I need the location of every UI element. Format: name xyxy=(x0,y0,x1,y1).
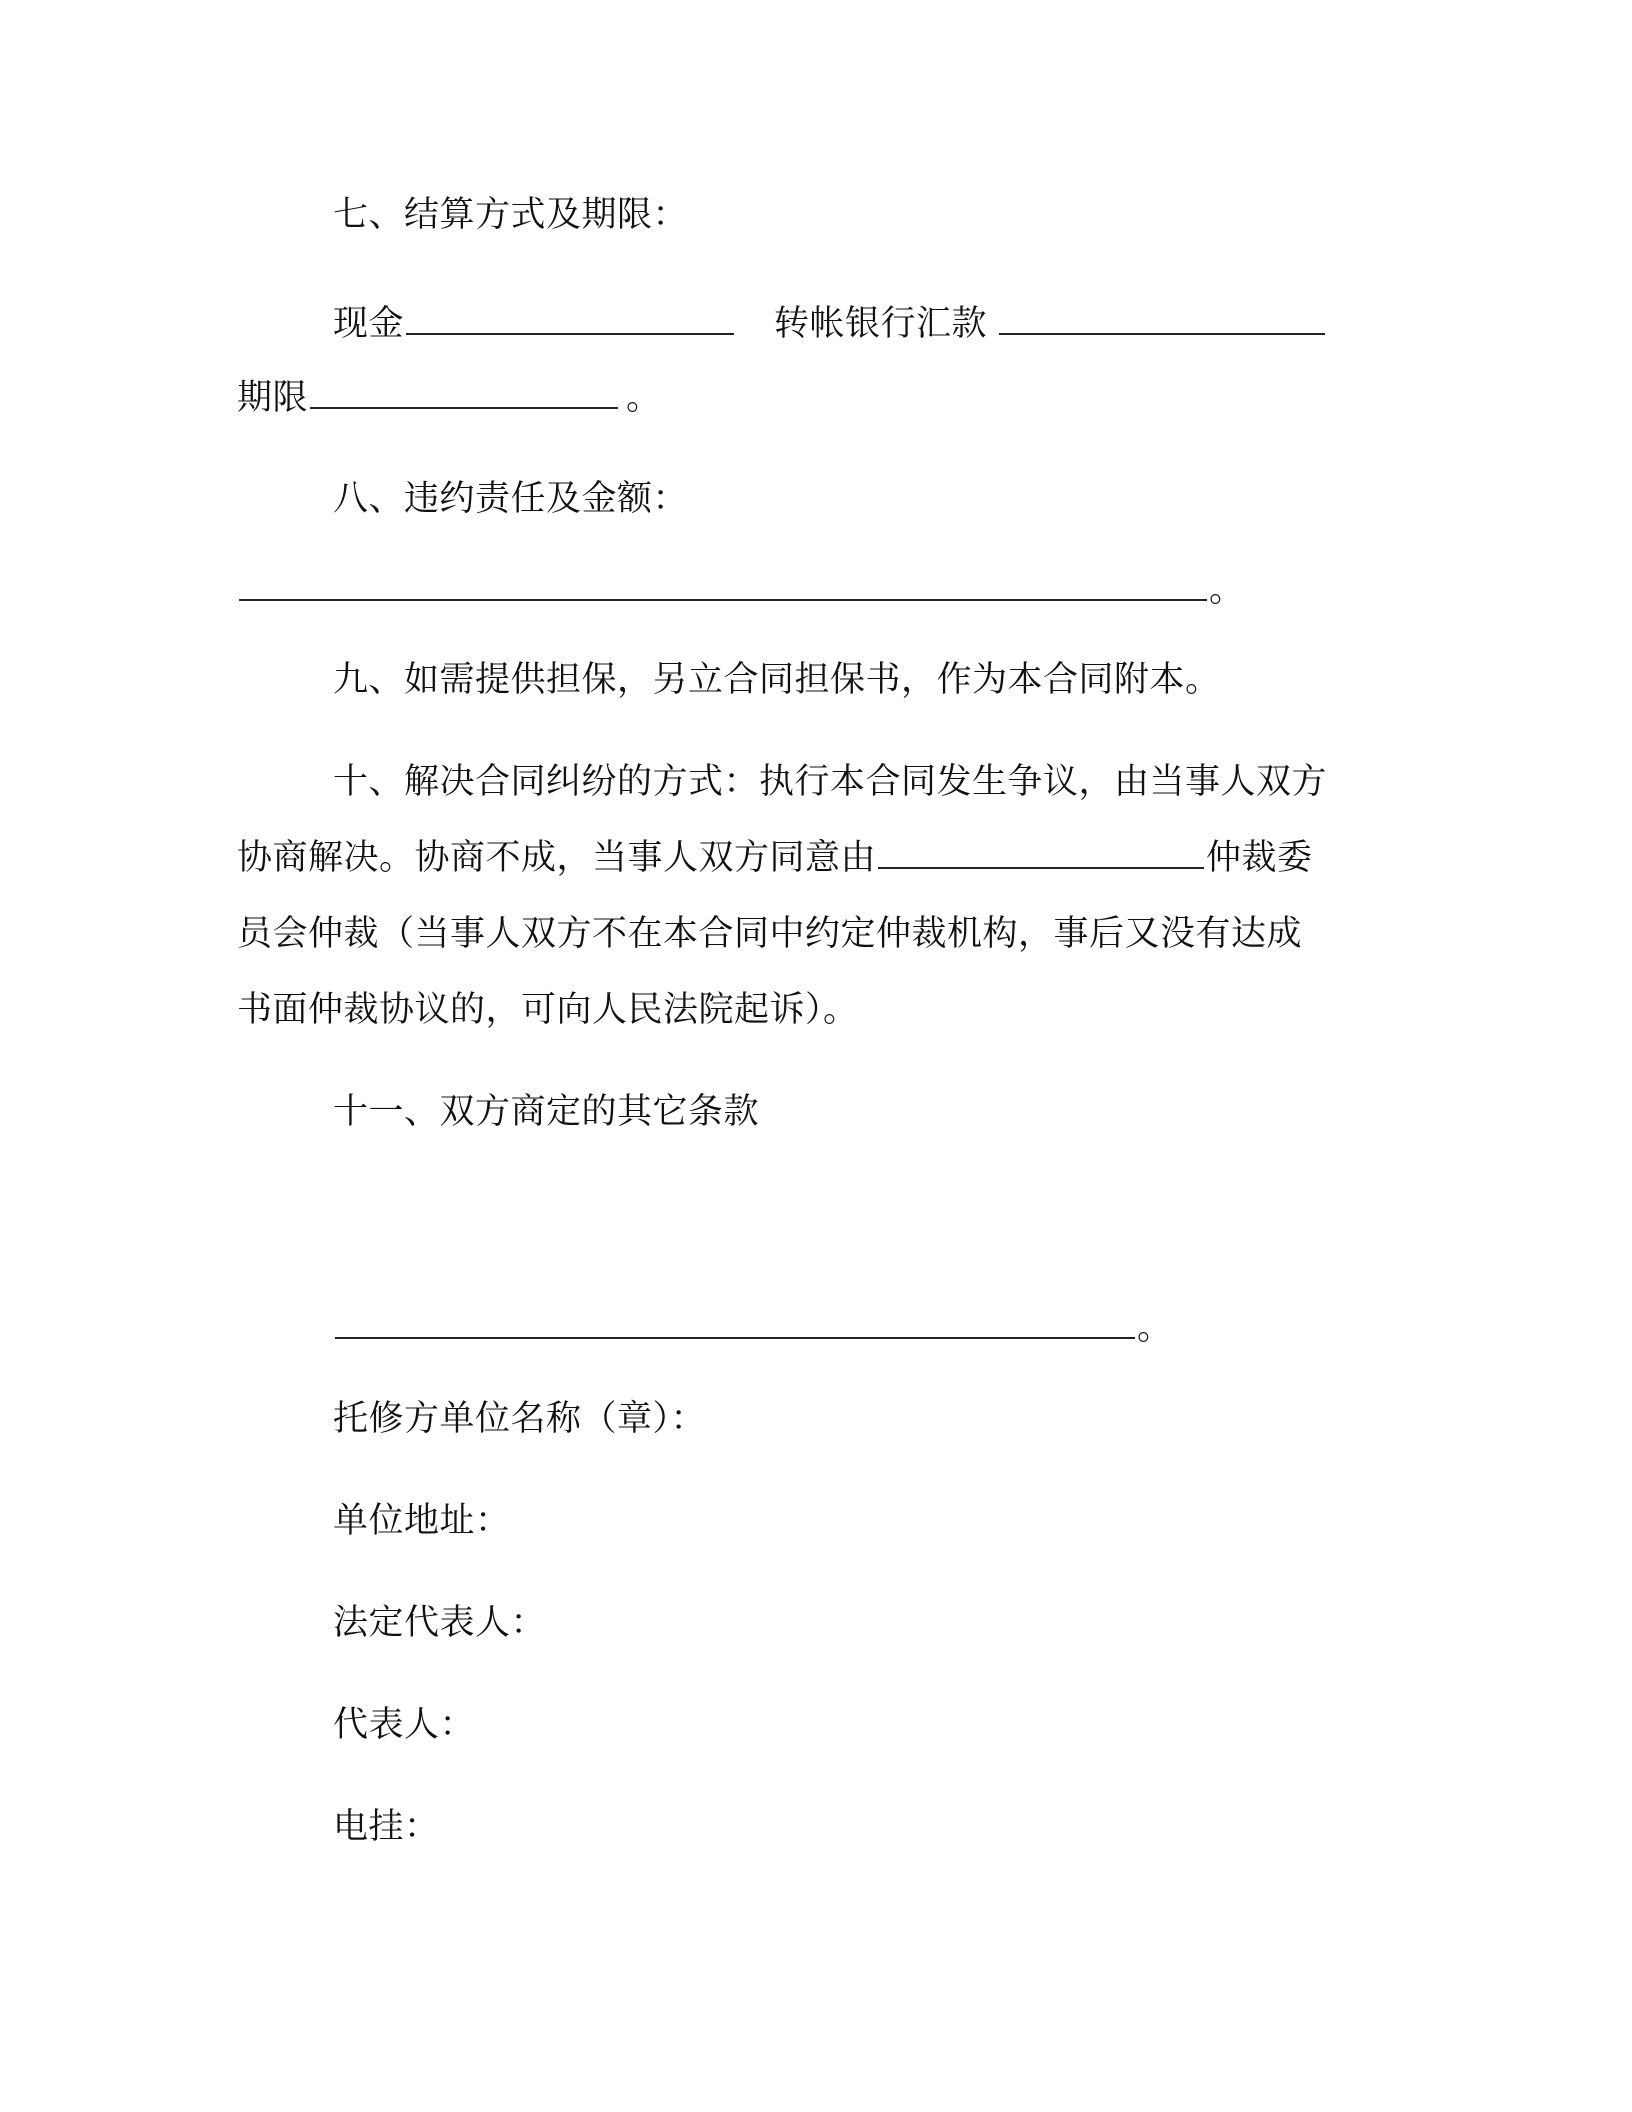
section-10-line-4: 书面仲裁协议的，可向人民法院起诉）。 xyxy=(237,990,859,1030)
arbitration-committee-blank xyxy=(878,837,1204,869)
unit-address-label: 单位地址： xyxy=(333,1501,511,1541)
term-blank xyxy=(310,377,618,409)
term-label: 期限 xyxy=(237,378,309,418)
other-terms-blank xyxy=(335,1307,1135,1339)
section-11-end-punct: 。 xyxy=(1137,1308,1173,1348)
section-10-line-1: 十、解决合同纠纷的方式：执行本合同发生争议，由当事人双方 xyxy=(333,762,1328,802)
section-11-blank-line xyxy=(333,1306,1173,1350)
section-8-blank-line xyxy=(237,568,1245,612)
section-9-text: 九、如需提供担保，另立合同担保书，作为本合同附本。 xyxy=(333,660,1221,700)
section-7-title: 七、结算方式及期限： xyxy=(333,195,689,235)
section-8-end-punct: 。 xyxy=(1209,570,1245,610)
section-10-line-3: 员会仲裁（当事人双方不在本合同中约定仲裁机构，事后又没有达成 xyxy=(237,914,1303,954)
section-11-title: 十一、双方商定的其它条款 xyxy=(333,1092,760,1132)
unit-name-label: 托修方单位名称（章）： xyxy=(333,1399,707,1439)
penalty-blank xyxy=(239,569,1207,601)
phone-label: 电挂： xyxy=(333,1807,440,1847)
representative-label: 代表人： xyxy=(333,1705,476,1745)
section-10-line-2-tail: 仲裁委 xyxy=(1206,838,1313,878)
bank-transfer-blank xyxy=(999,303,1325,335)
section-10-line-2-text: 协商解决。协商不成，当事人双方同意由 xyxy=(237,838,877,878)
cash-blank xyxy=(406,303,734,335)
section-7-term-line xyxy=(237,376,662,420)
section-10-line-2 xyxy=(237,836,1313,880)
term-end-punct: 。 xyxy=(626,378,662,418)
section-8-title: 八、违约责任及金额： xyxy=(333,479,689,519)
section-7-payment-line xyxy=(333,302,1327,346)
bank-transfer-label: 转帐银行汇款 xyxy=(774,304,988,344)
cash-label: 现金 xyxy=(333,304,405,344)
legal-representative-label: 法定代表人： xyxy=(333,1603,547,1643)
